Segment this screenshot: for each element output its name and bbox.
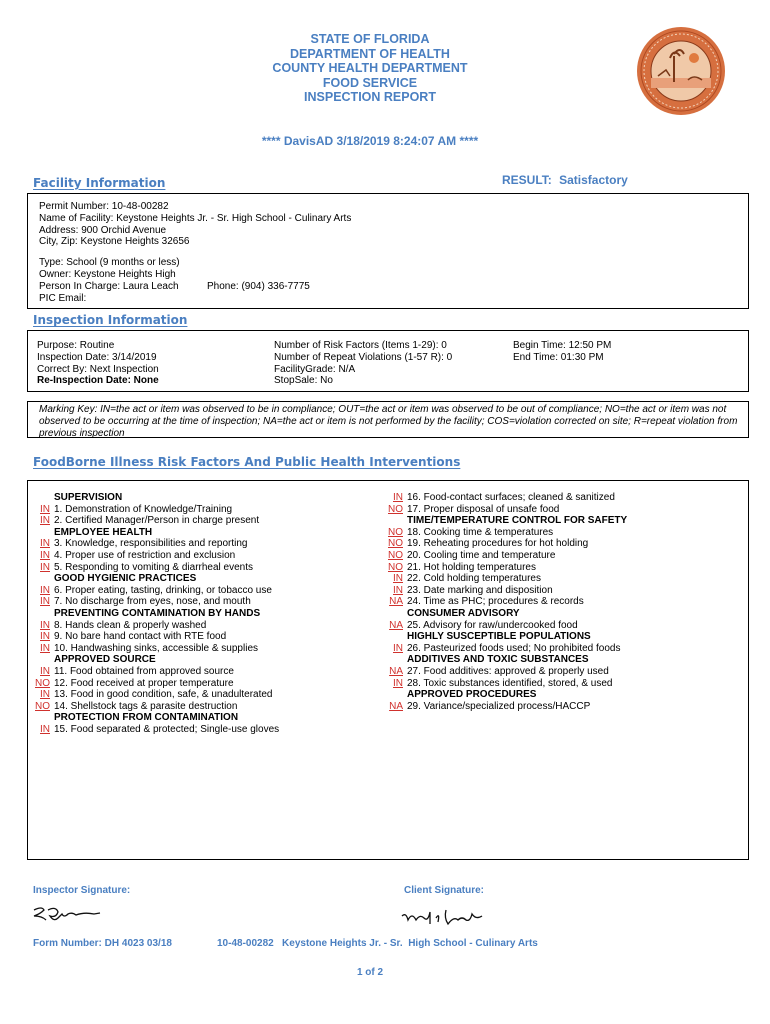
risk-item bbox=[28, 678, 234, 690]
risk-item-label: 15. Food separated & protected; Single-use gloves bbox=[54, 724, 280, 735]
risk-item-label: 17. Proper disposal of unsafe food bbox=[407, 503, 560, 515]
facility-address: Address: 900 Orchid Avenue bbox=[39, 224, 167, 236]
risk-item bbox=[28, 515, 259, 527]
risk-item-label: 8. Hands clean & properly washed bbox=[54, 619, 207, 631]
stop-sale: StopSale: No bbox=[274, 375, 333, 387]
risk-item-status: IN bbox=[393, 492, 403, 503]
risk-item-label: 18. Cooking time & temperatures bbox=[407, 526, 554, 538]
risk-category-heading: PREVENTING CONTAMINATION BY HANDS bbox=[54, 608, 261, 619]
marking-key-line-3: previous inspection bbox=[39, 427, 125, 439]
facility-type: Type: School (9 months or less) bbox=[39, 257, 180, 269]
repeat-violation-count: Number of Repeat Violations (1-57 R): 0 bbox=[274, 351, 453, 363]
risk-item-label: 19. Reheating procedures for hot holding bbox=[407, 538, 589, 550]
risk-item bbox=[381, 538, 588, 550]
risk-item-label: 3. Knowledge, responsibilities and reporting bbox=[54, 538, 248, 550]
risk-category-heading: APPROVED PROCEDURES bbox=[407, 689, 537, 701]
risk-item-status: IN bbox=[40, 631, 50, 643]
risk-item bbox=[28, 585, 272, 597]
risk-item bbox=[381, 701, 590, 713]
risk-item-status: IN bbox=[40, 515, 50, 527]
risk-item-status: NA bbox=[389, 700, 403, 712]
facility-phone: Phone: (904) 336-7775 bbox=[207, 280, 310, 292]
risk-item-label: 12. Food received at proper temperature bbox=[54, 677, 234, 689]
risk-item-status: NO bbox=[388, 503, 403, 515]
risk-item-status: IN bbox=[40, 538, 50, 550]
risk-item bbox=[381, 573, 541, 585]
risk-item-label: 25. Advisory for raw/undercooked food bbox=[407, 619, 578, 631]
risk-item-label: 16. Food-contact surfaces; cleaned & sanitized bbox=[407, 492, 615, 503]
inspection-date: Inspection Date: 3/14/2019 bbox=[37, 351, 157, 363]
risk-item-status: IN bbox=[40, 584, 50, 596]
page-number: 1 of 2 bbox=[356, 967, 384, 978]
risk-item bbox=[28, 620, 206, 632]
risk-item-status: NO bbox=[388, 561, 403, 573]
client-signature-icon bbox=[398, 904, 490, 930]
risk-item-label: 23. Date marking and disposition bbox=[407, 584, 553, 596]
report-header bbox=[0, 32, 740, 105]
risk-item bbox=[28, 504, 232, 516]
reinspection-date: Re-Inspection Date: None bbox=[37, 375, 159, 387]
marking-key-line-2: observed to be occurring at the time of inspection; NA=the act or item is not performed by the facility; COS=violation corrected on site; R=repeat violation from bbox=[39, 415, 738, 427]
risk-category-heading: CONSUMER ADVISORY bbox=[407, 608, 520, 619]
risk-item bbox=[381, 550, 555, 562]
end-time: End Time: 01:30 PM bbox=[513, 351, 604, 363]
header-line-state: STATE OF FLORIDA bbox=[310, 32, 430, 46]
risk-item-label: 7. No discharge from eyes, nose, and mouth bbox=[54, 596, 251, 608]
florida-seal-icon bbox=[636, 26, 726, 116]
risk-item bbox=[381, 643, 620, 655]
risk-item-label: 9. No bare hand contact with RTE food bbox=[54, 631, 227, 643]
risk-item-label: 13. Food in good condition, safe, & unadulterated bbox=[54, 689, 273, 701]
risk-item-status: NO bbox=[35, 677, 50, 689]
risk-item bbox=[28, 631, 226, 643]
risk-item-status: NO bbox=[35, 700, 50, 712]
inspector-stamp-line: **** DavisAD 3/18/2019 8:24:07 AM **** bbox=[261, 134, 479, 148]
risk-item bbox=[28, 562, 253, 574]
client-signature-label: Client Signature: bbox=[404, 885, 485, 896]
risk-item-status: IN bbox=[40, 642, 50, 654]
pic-email: PIC Email: bbox=[39, 292, 87, 304]
inspection-col-middle bbox=[274, 340, 452, 387]
risk-item bbox=[381, 666, 609, 678]
facility-info-box bbox=[27, 193, 749, 309]
risk-item-status: NO bbox=[388, 526, 403, 538]
risk-category-heading: ADDITIVES AND TOXIC SUBSTANCES bbox=[407, 654, 589, 666]
risk-item-status: NO bbox=[388, 538, 403, 550]
risk-item-status: IN bbox=[40, 689, 50, 701]
result-value: Satisfactory bbox=[559, 173, 628, 187]
inspection-info-box bbox=[27, 330, 749, 392]
result-label: RESULT: bbox=[502, 173, 552, 187]
header-line-report: INSPECTION REPORT bbox=[304, 90, 436, 104]
risk-item-label: 2. Certified Manager/Person in charge present bbox=[54, 515, 260, 527]
permit-number: Permit Number: 10-48-00282 bbox=[39, 201, 169, 212]
risk-item-label: 21. Hot holding temperatures bbox=[407, 561, 536, 573]
risk-item bbox=[381, 562, 536, 574]
risk-item-label: 14. Shellstock tags & parasite destruction bbox=[54, 700, 238, 712]
marking-key-box bbox=[27, 401, 749, 438]
risk-item-label: 10. Handwashing sinks, accessible & supplies bbox=[54, 642, 258, 654]
risk-item-status: IN bbox=[393, 584, 403, 596]
risk-item-label: 1. Demonstration of Knowledge/Training bbox=[54, 503, 233, 515]
risk-item bbox=[28, 689, 273, 701]
risk-item bbox=[381, 527, 553, 539]
begin-time: Begin Time: 12:50 PM bbox=[513, 340, 612, 351]
risk-item-status: IN bbox=[40, 561, 50, 573]
risk-item-label: 4. Proper use of restriction and exclusion bbox=[54, 550, 236, 561]
risk-category-heading: EMPLOYEE HEALTH bbox=[54, 526, 153, 538]
risk-item-status: IN bbox=[393, 677, 403, 689]
risk-item bbox=[381, 678, 613, 690]
risk-item-status: NA bbox=[389, 596, 403, 608]
person-in-charge-row bbox=[39, 281, 748, 293]
risk-item-status: IN bbox=[40, 503, 50, 515]
risk-item bbox=[381, 492, 615, 504]
header-line-department: DEPARTMENT OF HEALTH bbox=[290, 46, 450, 61]
risk-item-label: 28. Toxic substances identified, stored, & used bbox=[407, 677, 613, 689]
risk-item bbox=[28, 724, 279, 736]
footer-facility-line: 10-48-00282 Keystone Heights Jr. - Sr. High School - Culinary Arts bbox=[217, 938, 538, 949]
risk-item-label: 24. Time as PHC; procedures & records bbox=[407, 596, 584, 608]
risk-category-heading: APPROVED SOURCE bbox=[54, 654, 156, 666]
risk-category-heading: TIME/TEMPERATURE CONTROL FOR SAFETY bbox=[407, 515, 628, 527]
risk-item-status: IN bbox=[40, 596, 50, 608]
risk-item bbox=[28, 666, 234, 678]
form-number: Form Number: DH 4023 03/18 bbox=[33, 938, 172, 949]
marking-key-line-1: Marking Key: IN=the act or item was observed to be in compliance; OUT=the act or item was observed to be out of compliance; NO=the act or item was not bbox=[39, 404, 727, 415]
risk-item-status: IN bbox=[393, 573, 403, 585]
risk-item-status: IN bbox=[40, 550, 50, 561]
risk-item-label: 20. Cooling time and temperature bbox=[407, 550, 556, 561]
risk-category-heading: HIGHLY SUSCEPTIBLE POPULATIONS bbox=[407, 631, 591, 643]
risk-section-title: FoodBorne Illness Risk Factors And Public Health Interventions bbox=[33, 455, 461, 469]
risk-item bbox=[381, 585, 553, 597]
risk-item bbox=[381, 596, 584, 608]
risk-item bbox=[381, 620, 578, 632]
risk-item-label: 27. Food additives: approved & properly used bbox=[407, 666, 609, 677]
person-in-charge: Person In Charge: Laura Leach bbox=[39, 280, 179, 292]
risk-item bbox=[381, 504, 559, 516]
risk-item bbox=[28, 701, 237, 713]
risk-item-status: NO bbox=[388, 550, 403, 561]
inspection-purpose: Purpose: Routine bbox=[37, 340, 115, 351]
risk-item-label: 29. Variance/specialized process/HACCP bbox=[407, 700, 591, 712]
facility-city-zip: City, Zip: Keystone Heights 32656 bbox=[39, 236, 190, 248]
risk-item bbox=[28, 643, 258, 655]
inspection-section-title: Inspection Information bbox=[33, 313, 188, 327]
risk-item-label: 11. Food obtained from approved source bbox=[54, 666, 234, 677]
facility-grade: FacilityGrade: N/A bbox=[274, 363, 356, 375]
inspector-signature-icon bbox=[28, 902, 108, 928]
inspector-signature-label: Inspector Signature: bbox=[33, 885, 131, 896]
risk-factors-box bbox=[27, 480, 749, 860]
facility-owner: Owner: Keystone Heights High bbox=[39, 268, 176, 280]
risk-item-status: IN bbox=[393, 642, 403, 654]
result-status bbox=[502, 173, 628, 187]
risk-item bbox=[28, 538, 247, 550]
risk-category-heading: PROTECTION FROM CONTAMINATION bbox=[54, 712, 239, 724]
facility-name: Name of Facility: Keystone Heights Jr. - Sr. High School - Culinary Arts bbox=[39, 212, 352, 224]
risk-category-heading: SUPERVISION bbox=[54, 492, 123, 503]
inspection-col-left bbox=[37, 340, 159, 387]
facility-section-title: Facility Information bbox=[33, 176, 166, 190]
risk-item-label: 22. Cold holding temperatures bbox=[407, 573, 541, 585]
risk-item-label: 5. Responding to vomiting & diarrheal events bbox=[54, 561, 254, 573]
risk-item-label: 6. Proper eating, tasting, drinking, or tobacco use bbox=[54, 584, 272, 596]
risk-item-status: NA bbox=[389, 666, 403, 677]
risk-item-status: NA bbox=[389, 619, 403, 631]
header-line-food-service: FOOD SERVICE bbox=[322, 75, 418, 90]
risk-item-label: 26. Pasteurized foods used; No prohibited foods bbox=[407, 642, 621, 654]
correct-by: Correct By: Next Inspection bbox=[37, 363, 159, 375]
risk-item bbox=[28, 550, 235, 562]
risk-item-status: IN bbox=[40, 724, 50, 735]
risk-item-status: IN bbox=[40, 619, 50, 631]
header-line-county: COUNTY HEALTH DEPARTMENT bbox=[272, 61, 468, 75]
risk-category-heading: GOOD HYGIENIC PRACTICES bbox=[54, 573, 197, 585]
inspection-col-right bbox=[513, 340, 611, 364]
risk-factor-count: Number of Risk Factors (Items 1-29): 0 bbox=[274, 340, 447, 351]
risk-item bbox=[28, 596, 251, 608]
risk-item-status: IN bbox=[40, 666, 50, 677]
